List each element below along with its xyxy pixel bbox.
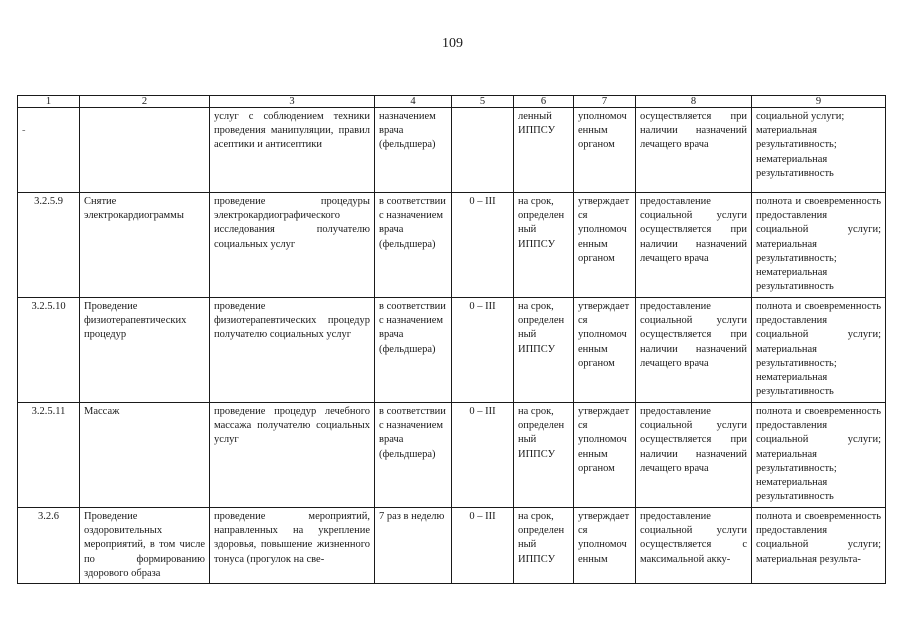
service-number-cell: 3.2.5.11 — [18, 403, 80, 508]
column-header: 2 — [80, 96, 210, 108]
column-header: 6 — [514, 96, 574, 108]
service-group-cell — [452, 108, 514, 193]
page-number: 109 — [442, 36, 463, 51]
service-quality-cell: социальной услуги; материальная результативность; нематериальная результативность — [752, 108, 886, 193]
service-number-cell: - — [18, 108, 80, 193]
table-row — [18, 108, 886, 193]
service-term-cell: на срок, определенный ИППСУ — [514, 193, 574, 298]
service-name-cell: Проведение оздоровительных мероприятий, в том числе по формированию здорового образа — [80, 508, 210, 584]
column-header: 7 — [574, 96, 636, 108]
column-header: 4 — [375, 96, 452, 108]
column-header: 8 — [636, 96, 752, 108]
service-number-cell: 3.2.6 — [18, 508, 80, 584]
column-header: 1 — [18, 96, 80, 108]
service-tariff-cell: уполномоченным органом — [574, 108, 636, 193]
service-number-cell: 3.2.5.10 — [18, 298, 80, 403]
service-conditions-cell: предоставление социальной услуги осуществляется при наличии назначений лечащего врача — [636, 193, 752, 298]
service-tariff-cell: утверждается уполномоченным органом — [574, 403, 636, 508]
service-group-cell: 0 – III — [452, 193, 514, 298]
service-frequency-cell: в соответствии с назначением врача (фельдшера) — [375, 193, 452, 298]
service-group-cell: 0 – III — [452, 508, 514, 584]
table-row — [18, 193, 886, 298]
table-row — [18, 298, 886, 403]
service-description-cell: проведение процедуры электрокардиографического исследования получателю социальных услуг — [210, 193, 375, 298]
table-row — [18, 508, 886, 584]
service-description-cell: проведение мероприятий, направленных на укрепление здоровья, повышение жизненного тонуса (прогулок на све- — [210, 508, 375, 584]
service-description-cell: проведение физиотерапевтических процедур получателю социальных услуг — [210, 298, 375, 403]
service-term-cell: на срок, определенный ИППСУ — [514, 298, 574, 403]
service-name-cell: Проведение физиотерапевтических процедур — [80, 298, 210, 403]
service-tariff-cell: утверждается уполномоченным органом — [574, 298, 636, 403]
service-tariff-cell: утверждается уполномоченным органом — [574, 193, 636, 298]
service-frequency-cell: 7 раз в неделю — [375, 508, 452, 584]
service-conditions-cell: предоставление социальной услуги осуществляется при наличии назначений лечащего врача — [636, 298, 752, 403]
service-group-cell: 0 – III — [452, 298, 514, 403]
service-quality-cell: полнота и своевременность предоставления социальной услуги; материальная результа- — [752, 508, 886, 584]
service-number-cell: 3.2.5.9 — [18, 193, 80, 298]
service-conditions-cell: предоставление социальной услуги осуществляется при наличии назначений лечащего врача — [636, 403, 752, 508]
column-header: 5 — [452, 96, 514, 108]
service-frequency-cell: в соответствии с назначением врача (фельдшера) — [375, 403, 452, 508]
services-table — [17, 95, 886, 584]
service-quality-cell: полнота и своевременность предоставления социальной услуги; материальная результативность; нематериальная результативность — [752, 193, 886, 298]
service-description-cell: проведение процедур лечебного массажа получателю социальных услуг — [210, 403, 375, 508]
service-conditions-cell: осуществляется при наличии назначений лечащего врача — [636, 108, 752, 193]
column-header: 3 — [210, 96, 375, 108]
service-frequency-cell: в соответствии с назначением врача (фельдшера) — [375, 298, 452, 403]
column-header: 9 — [752, 96, 886, 108]
service-term-cell: ленный ИППСУ — [514, 108, 574, 193]
service-name-cell: Массаж — [80, 403, 210, 508]
service-group-cell: 0 – III — [452, 403, 514, 508]
table-row — [18, 403, 886, 508]
service-conditions-cell: предоставление социальной услуги осуществляется с максимальной акку- — [636, 508, 752, 584]
service-name-cell — [80, 108, 210, 193]
service-quality-cell: полнота и своевременность предоставления социальной услуги; материальная результативность; нематериальная результативность — [752, 403, 886, 508]
service-description-cell: услуг с соблюдением техники проведения манипуляции, правил асептики и антисептики — [210, 108, 375, 193]
service-term-cell: на срок, определенный ИППСУ — [514, 508, 574, 584]
service-tariff-cell: утверждается уполномоченным — [574, 508, 636, 584]
column-header-row — [18, 96, 886, 108]
service-frequency-cell: назначением врача (фельдшера) — [375, 108, 452, 193]
service-term-cell: на срок, определенный ИППСУ — [514, 403, 574, 508]
service-name-cell: Снятие электрокардиограммы — [80, 193, 210, 298]
service-quality-cell: полнота и своевременность предоставления социальной услуги; материальная результативность; нематериальная результативность — [752, 298, 886, 403]
